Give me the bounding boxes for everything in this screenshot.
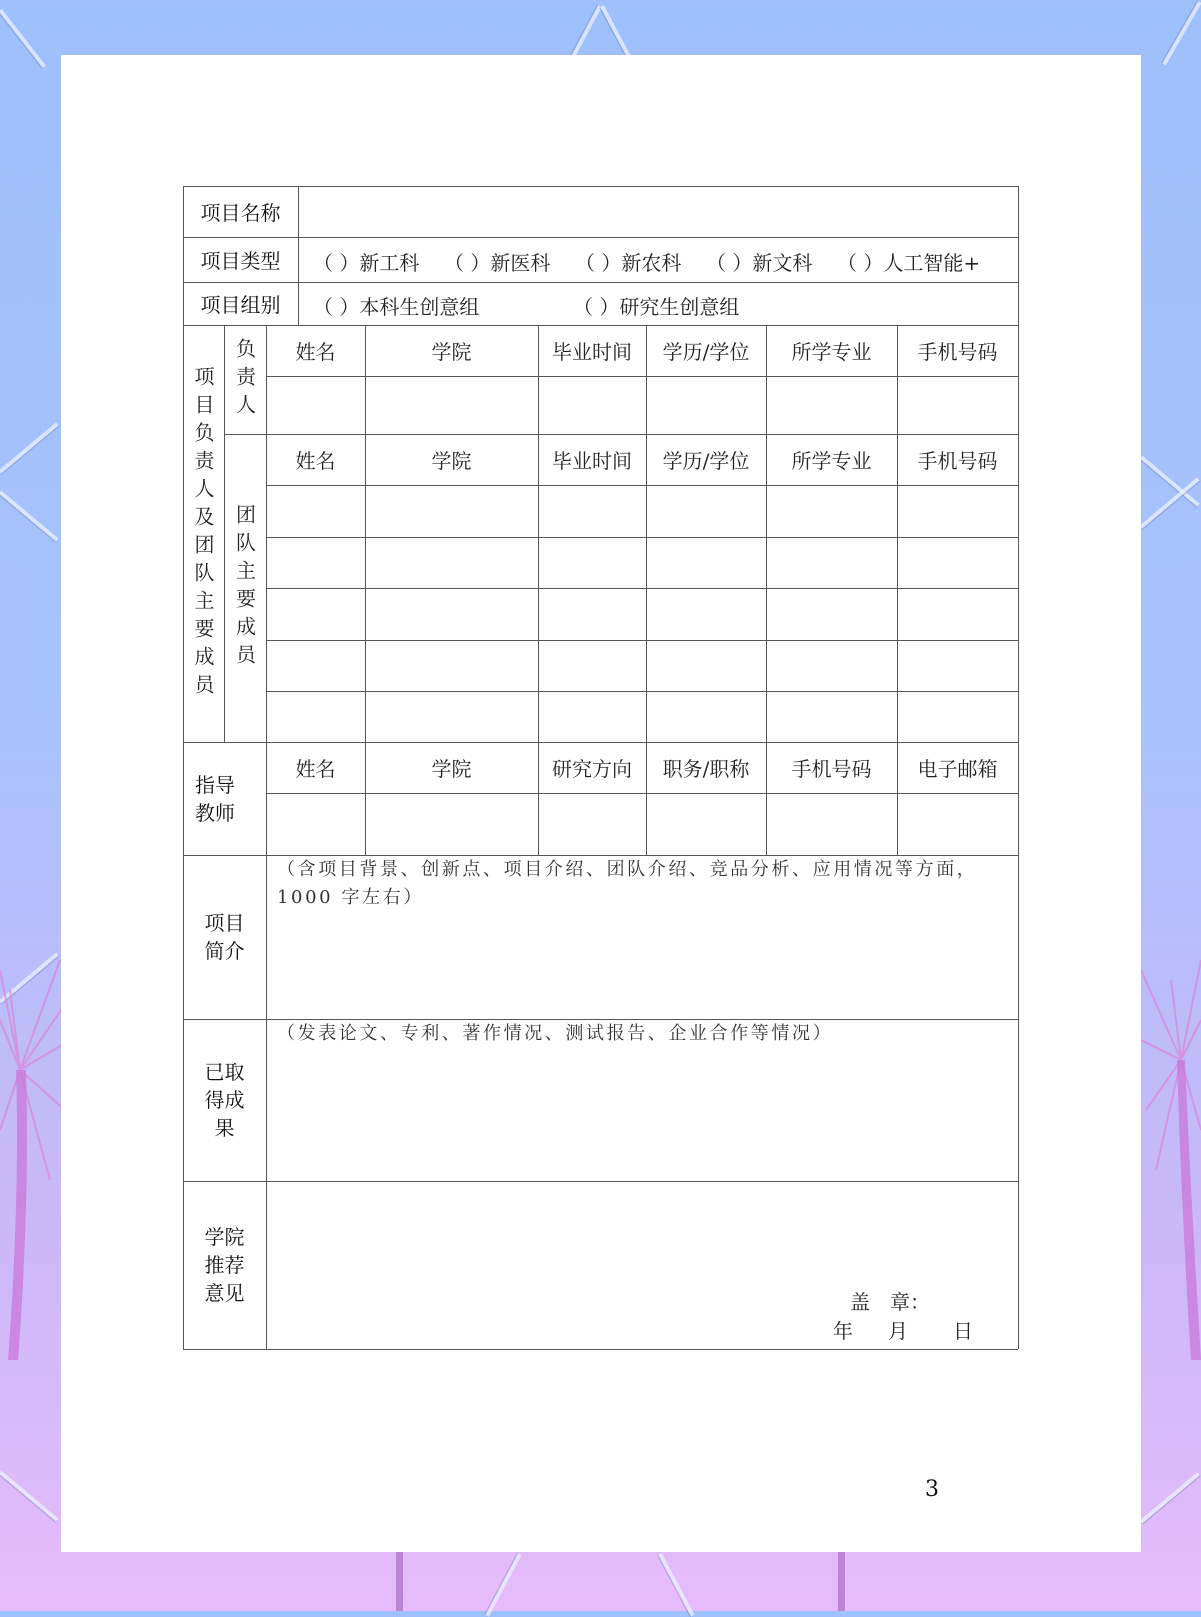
members-header-degree: 学历/学位 [662, 449, 750, 473]
project-type-option-new-liberal-arts[interactable]: （ ）新文科 [706, 251, 813, 275]
member-college-input[interactable] [365, 588, 538, 640]
leader-header-name: 姓名 [295, 340, 336, 364]
decoration-line [1140, 477, 1200, 528]
leader-name-input[interactable] [266, 376, 365, 434]
member-college-input[interactable] [365, 691, 538, 742]
date-month-label: 月 [888, 1319, 908, 1343]
leader-header-phone: 手机号码 [917, 340, 998, 364]
decoration-line [0, 9, 46, 68]
decoration-line [658, 1553, 694, 1617]
date-day-label: 日 [953, 1319, 973, 1343]
advisor-name-input[interactable] [266, 793, 365, 855]
member-degree-input[interactable] [646, 640, 766, 691]
table-border [183, 1349, 1018, 1350]
leader-header-major: 所学专业 [791, 340, 872, 364]
leader-header-college: 学院 [431, 340, 472, 364]
member-phone-input[interactable] [897, 537, 1018, 588]
leader-header-degree: 学历/学位 [662, 340, 750, 364]
project-group-option-graduate[interactable]: （ ）研究生创意组 [573, 295, 740, 319]
advisor-header-email: 电子邮箱 [917, 757, 998, 781]
member-major-input[interactable] [766, 485, 897, 537]
leader-degree-input[interactable] [646, 376, 766, 434]
leader-college-input[interactable] [365, 376, 538, 434]
member-major-input[interactable] [766, 588, 897, 640]
decoration-line [1140, 1472, 1200, 1523]
member-college-input[interactable] [365, 537, 538, 588]
member-degree-input[interactable] [646, 537, 766, 588]
member-phone-input[interactable] [897, 691, 1018, 742]
project-type-option-new-engineering[interactable]: （ ）新工科 [313, 251, 420, 275]
member-phone-input[interactable] [897, 640, 1018, 691]
date-year-label: 年 [833, 1319, 853, 1343]
member-college-input[interactable] [365, 640, 538, 691]
advisor-college-input[interactable] [365, 793, 538, 855]
application-form-table [183, 186, 1018, 1349]
leader-label-text: 负责人 [232, 337, 257, 422]
project-group-option-undergrad[interactable]: （ ）本科生创意组 [313, 295, 480, 319]
member-major-input[interactable] [766, 640, 897, 691]
members-label [224, 434, 266, 742]
member-name-input[interactable] [266, 691, 365, 742]
member-degree-input[interactable] [646, 691, 766, 742]
member-name-input[interactable] [266, 485, 365, 537]
advisor-header-college: 学院 [431, 757, 472, 781]
members-header-graduation: 毕业时间 [552, 449, 632, 473]
advisor-label-line1: 指导 [195, 772, 235, 797]
row-divider [183, 282, 1018, 283]
members-header-phone: 手机号码 [917, 449, 998, 473]
members-header-major: 所学专业 [791, 449, 872, 473]
project-type-option-new-medicine[interactable]: （ ）新医科 [444, 251, 551, 275]
summary-label-line1: 项目 [204, 911, 245, 935]
member-name-input[interactable] [266, 537, 365, 588]
leader-graduation-input[interactable] [538, 376, 646, 434]
member-college-input[interactable] [365, 485, 538, 537]
decoration-line [1162, 1, 1201, 65]
summary-label-line2: 简介 [204, 939, 245, 963]
advisor-header-phone: 手机号码 [791, 757, 872, 781]
achievements-hint: （发表论文、专利、著作情况、测试报告、企业合作等情况） [277, 1023, 834, 1044]
member-graduation-input[interactable] [538, 691, 646, 742]
row-divider [183, 237, 1018, 238]
palm-tree-left [0, 940, 70, 1360]
member-graduation-input[interactable] [538, 537, 646, 588]
leader-header-graduation: 毕业时间 [552, 340, 632, 364]
member-degree-input[interactable] [646, 485, 766, 537]
advisor-header-title: 职务/职称 [662, 757, 750, 781]
achievements-textarea[interactable] [267, 1052, 1017, 1180]
member-name-input[interactable] [266, 588, 365, 640]
college-opinion-textarea[interactable] [267, 1182, 1017, 1282]
member-graduation-input[interactable] [538, 640, 646, 691]
member-major-input[interactable] [766, 537, 897, 588]
decoration-line [0, 490, 59, 541]
college-opinion-label [183, 1181, 266, 1349]
project-name-field[interactable] [298, 186, 1018, 237]
advisor-label [183, 742, 266, 855]
advisor-header-research: 研究方向 [552, 757, 632, 781]
members-header-name: 姓名 [295, 449, 336, 473]
decoration-line [0, 422, 59, 473]
leader-phone-input[interactable] [897, 376, 1018, 434]
members-header-college: 学院 [431, 449, 472, 473]
decoration-line [0, 1470, 59, 1521]
advisor-header-name: 姓名 [295, 757, 336, 781]
summary-hint: （含项目背景、创新点、项目介绍、团队介绍、竞品分析、应用情况等方面，1000 字左右） [277, 859, 978, 908]
member-phone-input[interactable] [897, 485, 1018, 537]
palm-trunk [838, 1552, 845, 1611]
decoration-line [485, 1553, 521, 1617]
summary-label [183, 855, 266, 1019]
project-type-option-ai-plus[interactable]: （ ）人工智能+ [837, 251, 981, 275]
palm-tree-right [1141, 940, 1201, 1360]
achievements-label [183, 1019, 266, 1181]
seal-label: 盖 章： [850, 1290, 930, 1314]
achievements-label-line1: 已取 [204, 1060, 245, 1084]
advisor-email-input[interactable] [897, 793, 1018, 855]
member-graduation-input[interactable] [538, 485, 646, 537]
project-type-label: 项目类型 [200, 249, 281, 273]
project-type-option-new-agriculture[interactable]: （ ）新农科 [575, 251, 682, 275]
member-graduation-input[interactable] [538, 588, 646, 640]
advisor-label-line2: 教师 [195, 800, 235, 825]
achievements-label-line3: 果 [214, 1116, 235, 1140]
advisor-phone-input[interactable] [766, 793, 897, 855]
college-opinion-label-line3: 意见 [204, 1281, 245, 1305]
page-number: 3 [925, 1477, 939, 1502]
leader-major-input[interactable] [766, 376, 897, 434]
palm-trunk [396, 1552, 403, 1611]
college-opinion-label-line1: 学院 [204, 1225, 245, 1249]
member-phone-input[interactable] [897, 588, 1018, 640]
achievements-label-line2: 得成 [204, 1088, 245, 1112]
member-degree-input[interactable] [646, 588, 766, 640]
member-major-input[interactable] [766, 691, 897, 742]
leader-label [224, 325, 266, 434]
advisor-research-input[interactable] [538, 793, 646, 855]
project-name-label: 项目名称 [200, 201, 281, 225]
member-name-input[interactable] [266, 640, 365, 691]
team-section-label-text: 项目负责人及团队主要成员 [191, 365, 215, 702]
college-opinion-label-line2: 推荐 [204, 1253, 245, 1277]
summary-textarea[interactable] [267, 916, 1017, 1018]
advisor-title-input[interactable] [646, 793, 766, 855]
members-label-text: 团队主要成员 [232, 504, 257, 672]
project-group-label: 项目组别 [200, 293, 281, 317]
table-border [1018, 186, 1019, 1349]
team-section-label [183, 325, 224, 742]
